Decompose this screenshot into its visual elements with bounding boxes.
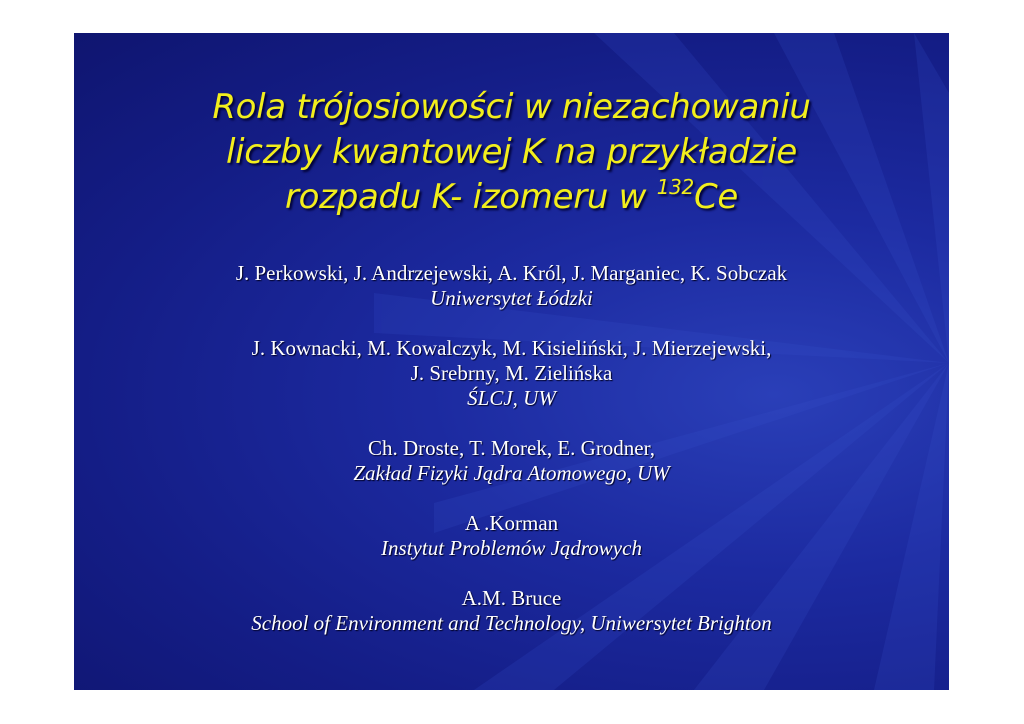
affiliation: Instytut Problemów Jądrowych [381, 536, 642, 560]
title-line-3-text: rozpadu K- izomeru w [284, 177, 657, 217]
affiliation: ŚLCJ, UW [467, 386, 556, 410]
title-line-2: liczby kwantowej K na przykładzie [226, 132, 797, 172]
affiliation: Zakład Fizyki Jądra Atomowego, UW [353, 461, 670, 485]
title-line-1: Rola trójosiowości w niezachowaniu [212, 87, 811, 127]
author-names: J. Perkowski, J. Andrzejewski, A. Król, J. Marganiec, K. Sobczak [235, 261, 788, 285]
slide-title [74, 85, 949, 220]
author-names: J. Kownacki, M. Kowalczyk, M. Kisieliński, J. Mierzejewski, [251, 336, 772, 360]
isotope-mass-number: 132 [656, 175, 694, 199]
author-list [74, 261, 949, 661]
author-group [74, 511, 949, 561]
affiliation: School of Environment and Technology, Uniwersytet Brighton [251, 611, 772, 635]
affiliation: Uniwersytet Łódzki [430, 286, 593, 310]
author-group [74, 586, 949, 636]
author-names: J. Srebrny, M. Zielińska [410, 361, 613, 385]
author-names: A.M. Bruce [461, 586, 562, 610]
author-group [74, 261, 949, 311]
author-group [74, 336, 949, 411]
author-names: Ch. Droste, T. Morek, E. Grodner, [367, 436, 656, 460]
author-group [74, 436, 949, 486]
author-names: A .Korman [464, 511, 559, 535]
slide [74, 33, 949, 690]
title-line-3 [74, 175, 949, 220]
isotope-symbol: Ce [693, 177, 739, 217]
